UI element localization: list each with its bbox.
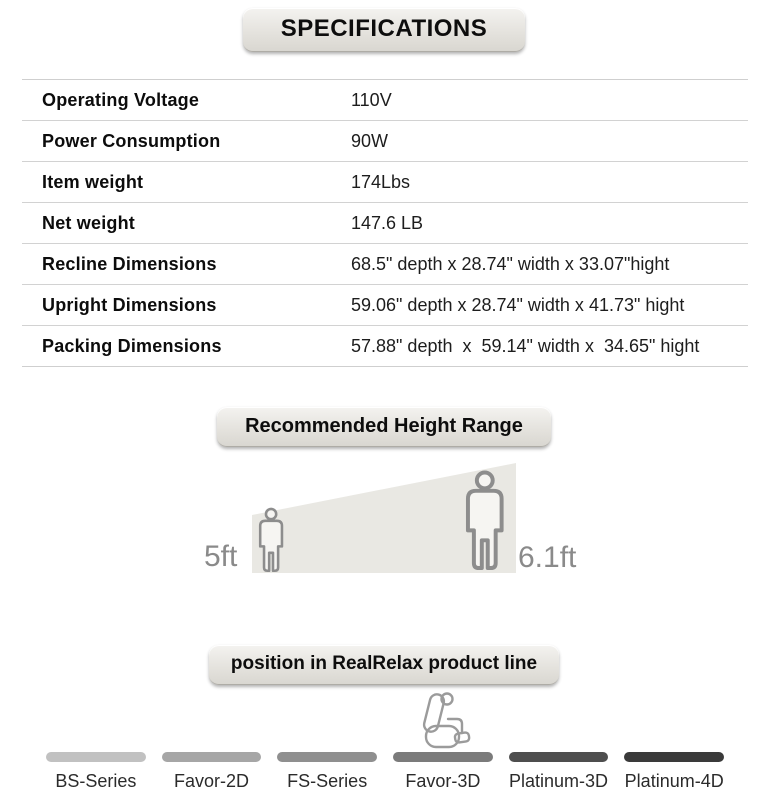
spec-value: 68.5" depth x 28.74" width x 33.07"hight bbox=[351, 253, 670, 274]
height-min-label: 5ft bbox=[204, 540, 238, 573]
spec-label: Packing Dimensions bbox=[42, 335, 222, 356]
product-line-item bbox=[509, 752, 609, 792]
product-label: FS-Series bbox=[287, 771, 368, 791]
spec-label: Power Consumption bbox=[42, 130, 221, 151]
height-range-header bbox=[217, 407, 551, 447]
product-bar bbox=[162, 752, 262, 762]
spec-label: Upright Dimensions bbox=[42, 294, 217, 315]
product-bar bbox=[393, 752, 493, 762]
height-max-label: 6.1ft bbox=[518, 541, 577, 574]
product-label: Favor-3D bbox=[405, 771, 481, 791]
product-bar bbox=[509, 752, 609, 762]
spec-value: 147.6 LB bbox=[351, 212, 424, 233]
spec-value: 90W bbox=[351, 130, 389, 151]
table-row bbox=[22, 203, 748, 244]
product-line-item bbox=[162, 752, 262, 792]
product-label: Favor-2D bbox=[174, 771, 250, 791]
height-range-wedge bbox=[0, 455, 768, 587]
spec-label: Item weight bbox=[42, 171, 144, 192]
table-row bbox=[22, 285, 748, 326]
table-row bbox=[22, 244, 748, 285]
product-label: Platinum-3D bbox=[509, 771, 609, 791]
product-line-title: position in RealRelax product line bbox=[230, 653, 538, 674]
table-row bbox=[22, 162, 748, 203]
product-line-diagram bbox=[46, 752, 724, 792]
product-bar bbox=[46, 752, 146, 762]
spec-value: 174Lbs bbox=[351, 171, 411, 192]
height-range-diagram bbox=[0, 455, 768, 587]
specifications-title: SPECIFICATIONS bbox=[280, 15, 488, 42]
spec-value: 59.06" depth x 28.74" width x 41.73" hight bbox=[351, 294, 685, 315]
table-row bbox=[22, 121, 748, 162]
table-row bbox=[22, 80, 748, 121]
product-bar bbox=[624, 752, 724, 762]
recliner-chair-icon bbox=[415, 691, 471, 749]
spec-label: Operating Voltage bbox=[42, 89, 200, 110]
spec-table bbox=[22, 79, 748, 367]
spec-value: 110V bbox=[351, 89, 392, 110]
product-line-item-highlighted bbox=[393, 752, 493, 792]
spec-label: Net weight bbox=[42, 212, 136, 233]
product-label: Platinum-4D bbox=[624, 771, 724, 791]
table-row bbox=[22, 326, 748, 367]
product-line-item bbox=[46, 752, 146, 792]
product-label: BS-Series bbox=[55, 771, 137, 791]
spec-value: 57.88" depth x 59.14" width x 34.65" hight bbox=[351, 335, 700, 356]
product-line-item bbox=[624, 752, 724, 792]
spec-label: Recline Dimensions bbox=[42, 253, 217, 274]
product-bar bbox=[277, 752, 377, 762]
product-line-item bbox=[277, 752, 377, 792]
product-line-header bbox=[209, 645, 559, 685]
specifications-header bbox=[243, 8, 526, 52]
height-range-title: Recommended Height Range bbox=[245, 415, 523, 437]
